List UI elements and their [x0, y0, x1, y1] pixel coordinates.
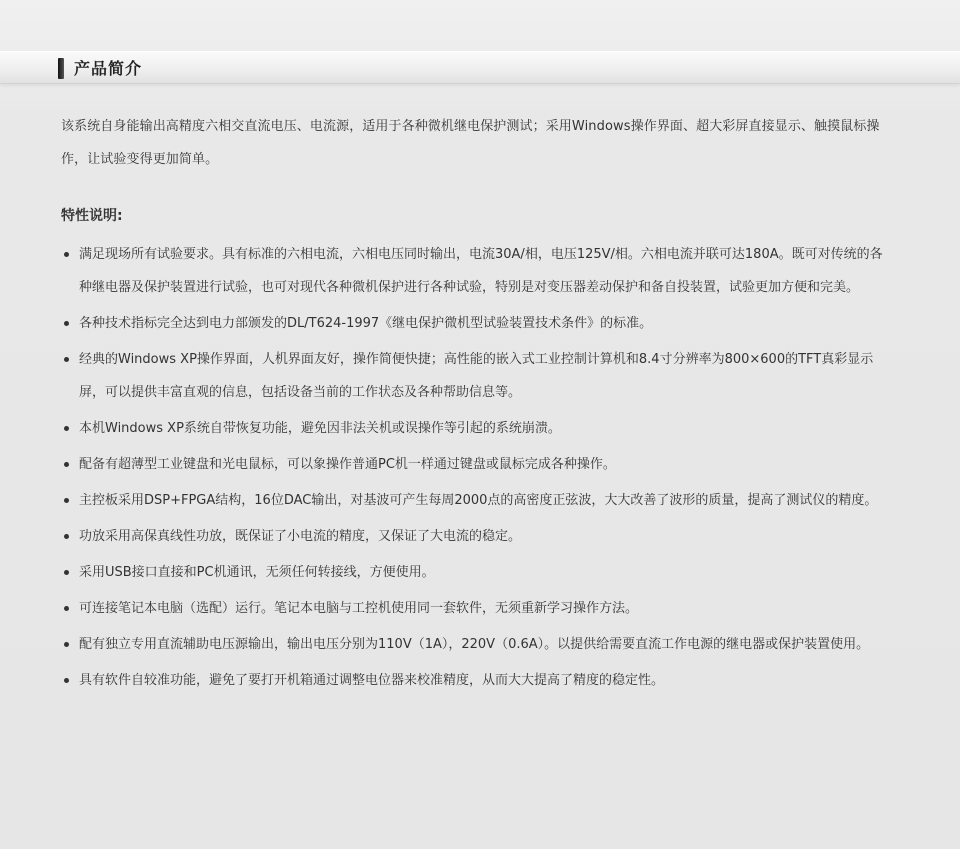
bullet-icon [64, 357, 69, 362]
feature-item [61, 592, 891, 625]
feature-text: 满足现场所有试验要求。具有标准的六相电流，六相电压同时输出，电流30A/相，电压125V/相。六相电流并联可达180A。既可对传统的各种继电器及保护装置进行试验，也可对现代各种微机保护进行各种试验，特别是对变压器差动保护和备自投装置，试验更加方便和完美。 [79, 247, 883, 295]
section-title-bar [0, 51, 960, 84]
page-title: 产品简介 [74, 59, 143, 78]
feature-item [61, 556, 891, 589]
content-area [61, 110, 891, 700]
feature-item [61, 664, 891, 697]
feature-text: 功放采用高保真线性功放，既保证了小电流的精度，又保证了大电流的稳定。 [79, 529, 522, 544]
feature-text: 采用USB接口直接和PC机通讯，无须任何转接线，方便使用。 [79, 565, 435, 580]
features-heading: 特性说明: [61, 208, 123, 224]
feature-item [61, 448, 891, 481]
feature-text: 各种技术指标完全达到电力部颁发的DL/T624-1997《继电保护微机型试验装置技术条件》的标准。 [79, 316, 653, 331]
bullet-icon [64, 498, 69, 503]
feature-item [61, 307, 891, 340]
intro-paragraph: 该系统自身能输出高精度六相交直流电压、电流源，适用于各种微机继电保护测试；采用Windows操作界面、超大彩屏直接显示、触摸鼠标操作，让试验变得更加简单。 [61, 119, 880, 167]
bullet-icon [64, 321, 69, 326]
feature-text: 本机Windows XP系统自带恢复功能，避免因非法关机或误操作等引起的系统崩溃。 [79, 421, 561, 436]
bullet-icon [64, 252, 69, 257]
bullet-icon [64, 642, 69, 647]
feature-text: 配备有超薄型工业键盘和光电鼠标，可以象操作普通PC机一样通过键盘或鼠标完成各种操作。 [79, 457, 616, 472]
bullet-icon [64, 462, 69, 467]
feature-item [61, 238, 891, 304]
feature-item [61, 628, 891, 661]
bullet-icon [64, 570, 69, 575]
bullet-icon [64, 426, 69, 431]
bullet-icon [64, 678, 69, 683]
feature-item [61, 484, 891, 517]
features-list [61, 238, 891, 697]
feature-item [61, 520, 891, 553]
bullet-icon [64, 606, 69, 611]
feature-item [61, 343, 891, 409]
feature-item [61, 412, 891, 445]
feature-text: 可连接笔记本电脑（选配）运行。笔记本电脑与工控机使用同一套软件，无须重新学习操作方法。 [79, 601, 639, 616]
feature-text: 经典的Windows XP操作界面，人机界面友好，操作简便快捷；高性能的嵌入式工业控制计算机和8.4寸分辨率为800×600的TFT真彩显示屏，可以提供丰富直观的信息，包括设备当前的工作状态及各种帮助信息等。 [79, 352, 874, 400]
title-marker-icon [58, 58, 64, 79]
feature-text: 配有独立专用直流辅助电压源输出，输出电压分别为110V（1A），220V（0.6A）。以提供给需要直流工作电源的继电器或保护装置使用。 [79, 637, 870, 652]
feature-text: 具有软件自较准功能，避免了要打开机箱通过调整电位器来校准精度，从而大大提高了精度的稳定性。 [79, 673, 665, 688]
bullet-icon [64, 534, 69, 539]
feature-text: 主控板采用DSP+FPGA结构，16位DAC输出，对基波可产生每周2000点的高密度正弦波，大大改善了波形的质量，提高了测试仪的精度。 [79, 493, 878, 508]
